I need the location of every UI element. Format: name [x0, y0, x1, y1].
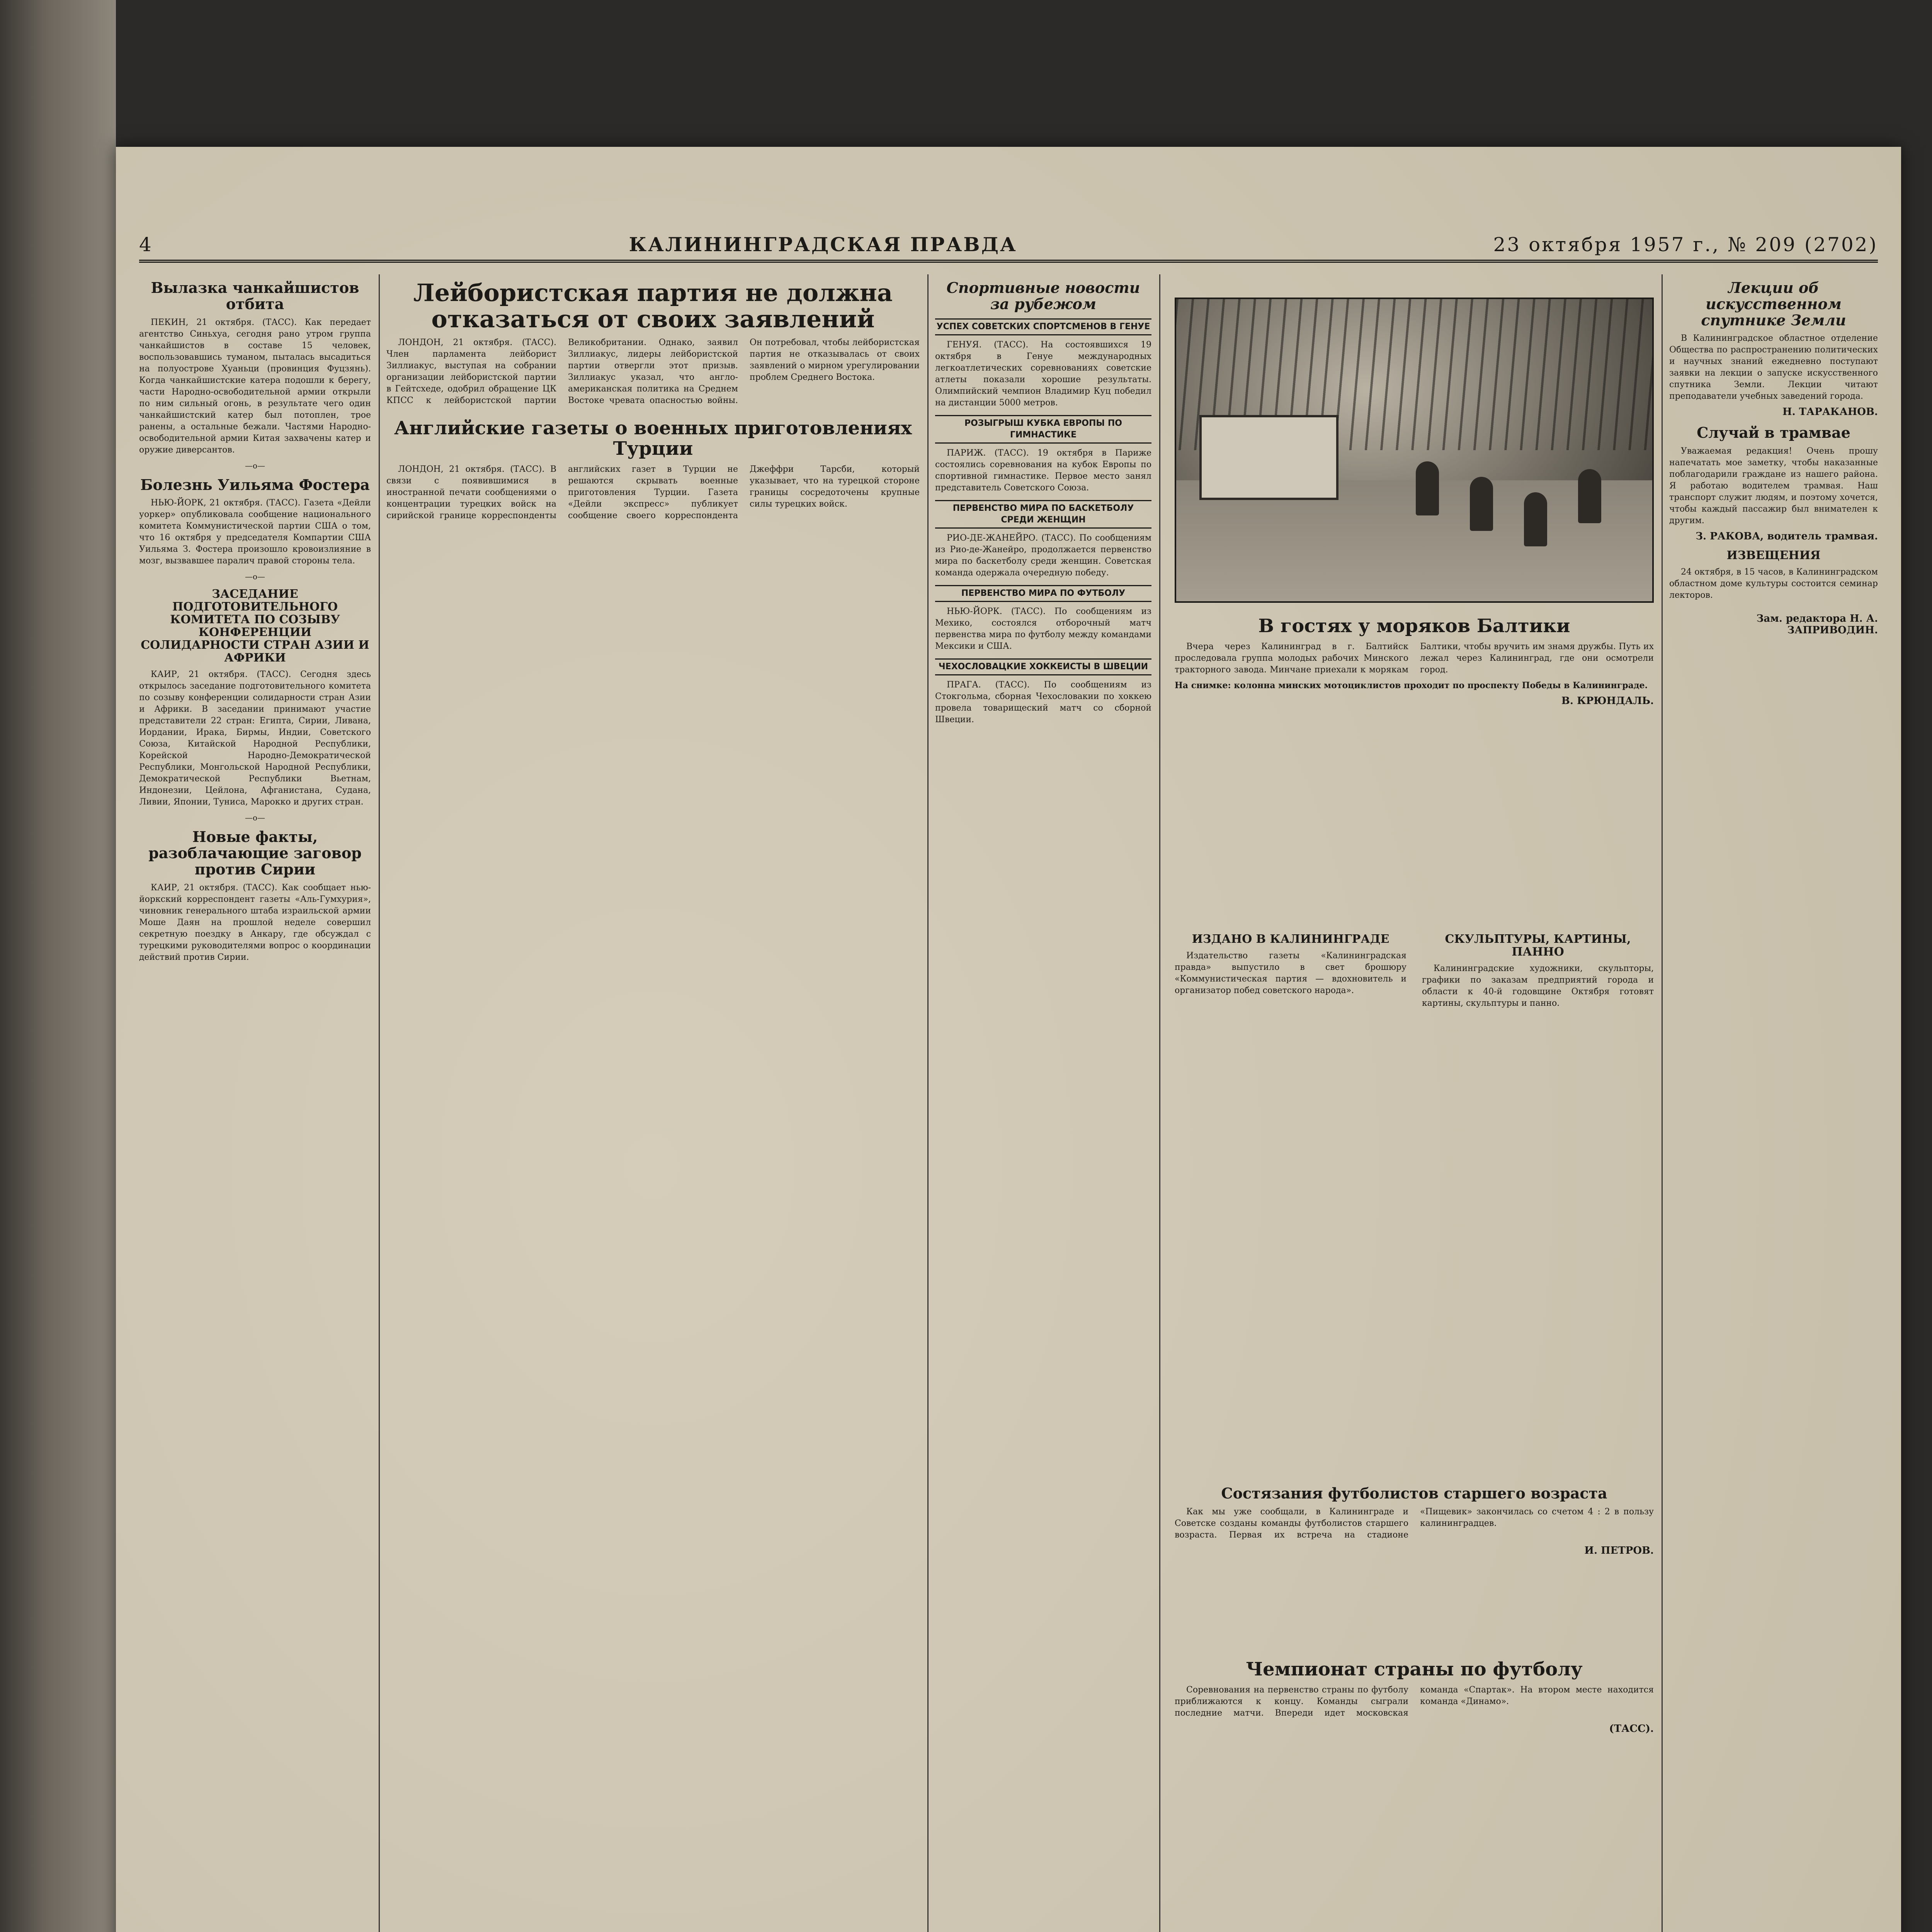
column-rule: [379, 274, 380, 1932]
newspaper-title: КАЛИНИНГРАДСКАЯ ПРАВДА: [629, 233, 1017, 256]
photo-bus: [1199, 415, 1338, 500]
photo-rider: [1416, 461, 1439, 515]
article-body: КАИР, 21 октября. (ТАСС). Как сообщает нью-йоркский корреспондент газеты «Аль-Гумхурия», чиновник генерального штаба израильской армии Моше Даян на прошлой неделе совершил секретную поездку в Анкару, где обсуждал с турецкими руководителями вопрос о координации действий против Сирии.: [139, 883, 371, 962]
headline: ИЗВЕЩЕНИЯ: [1726, 549, 1821, 563]
headline: Лейбористская партия не должна отказаться от своих заявлений: [413, 279, 893, 333]
article-body: Калининградские художники, скульпторы, графики по заказам предприятий города и области к 40-й годовщине Октября готовят картины, скульптуры и панно.: [1422, 964, 1654, 1008]
headline: СКУЛЬПТУРЫ, КАРТИНЫ, ПАННО: [1445, 932, 1631, 959]
column-rule: [1159, 274, 1160, 1932]
newspaper-page: [116, 147, 1901, 1932]
sub-headline: ПЕРВЕНСТВО МИРА ПО ФУТБОЛУ: [935, 585, 1151, 602]
article-body: Вчера через Калининград в г. Балтийск проследовала группа молодых рабочих Минского тракторного завода. Минчане приехали к морякам Балтики, чтобы вручить им знамя дружбы. Путь их лежал через Калининград, где они осмотрели город.: [1175, 641, 1654, 675]
article-body: ПАРИЖ. (ТАСС). 19 октября в Париже состоялись соревнования на кубок Европы по спортивной гимнастике. Первое место занял представитель Советского Союза.: [935, 448, 1151, 493]
article-body: РИО-ДЕ-ЖАНЕЙРО. (ТАСС). По сообщениям из Рио-де-Жанейро, продолжается первенство мира по баскетболу среди женщин. Советская команда одержала очередную победу.: [935, 533, 1151, 578]
sports-column: [935, 274, 1151, 1932]
headline: Болезнь Уильяма Фостера: [140, 476, 370, 493]
headline: Случай в трамвае: [1697, 424, 1850, 442]
article-body: В Калининградское областное отделение Общества по распространению политических и научных знаний ежедневно поступают заявки на лекции о запуске искусственного спутника Земли. Лекции читают преподаватели учебных заведений города.: [1669, 333, 1878, 401]
byline: И. ПЕТРОВ.: [1584, 1544, 1654, 1556]
article-body: ЛОНДОН, 21 октября. (ТАСС). В связи с появившимися в иностранной печати сообщениями о концентрации турецких войск на сирийской границе корреспонденты английских газет в Турции не решаются скрывать военные приготовления Турции. Газета «Дейли экспресс» публикует сообщение своего корреспондента Джеффри Тарсби, который указывает, что на турецкой стороне границы сосредоточены крупные силы турецких войск.: [386, 464, 920, 520]
column-2: [386, 274, 920, 1932]
football-championship: [1175, 1654, 1654, 1932]
photo-rider: [1524, 492, 1547, 546]
photo-article: [1175, 611, 1654, 920]
source: (ТАСС).: [1609, 1723, 1654, 1735]
sub-headline: УСПЕХ СОВЕТСКИХ СПОРТСМЕНОВ В ГЕНУЕ: [935, 318, 1151, 335]
photo-rider: [1578, 469, 1601, 523]
headline: В гостях у моряков Балтики: [1258, 615, 1570, 637]
article-body: НЬЮ-ЙОРК. (ТАСС). По сообщениям из Мехико, состоялся отборочный матч первенства мира по футболу между командами Мексики и США.: [935, 606, 1151, 651]
article-body: ЛОНДОН, 21 октября. (ТАСС). Член парламента лейборист Зиллиакус, выступая на собрании организации лейбористской партии в Гейтсхеде, одобрил обращение ЦК КПСС к лейбористской партии Великобритании. Однако, заявил Зиллиакус, лидеры лейбористской партии отвергли этот призыв. Зиллиакус указал, что англо-американская политика на Среднем Востоке чревата опасностью войны. Он потребовал, чтобы лейбористская партия не отказывалась от своих заявлений о мирном урегулировании проблем Среднего Востока.: [386, 338, 920, 406]
binding-spine: [0, 0, 116, 1932]
mid-left: [1175, 927, 1406, 1468]
column-rule: [1662, 274, 1663, 1932]
section-header: Спортивные новости за рубежом: [946, 279, 1140, 313]
separator: —o—: [245, 813, 265, 823]
issue-date: 23 октября 1957 г., № 209 (2702): [1493, 233, 1878, 256]
photo-rider: [1470, 477, 1493, 531]
byline: В. КРЮНДАЛЬ.: [1561, 695, 1654, 707]
headline: Лекции об искусственном спутнике Земли: [1701, 279, 1846, 329]
article-body: КАИР, 21 октября. (ТАСС). Сегодня здесь открылось заседание подготовительного комитета по созыву конференции солидарности стран Азии и Африки. В заседании принимают участие представители 22 стран: Египта, Сирии, Ливана, Иордании, Ирака, Бирмы, Индии, Советского Союза, Китайской Народной Республики, Корейской Народно-Демократической Республики, Монгольской Народной Республики, Демократической Республики Вьетнам, Индонезии, Цейлона, Афганистана, Судана, Ливии, Японии, Туниса, Марокко и других стран.: [139, 670, 371, 807]
column-1: [139, 274, 371, 1932]
headline: Состязания футболистов старшего возраста: [1221, 1485, 1607, 1502]
notices-body: 24 октября, в 15 часов, в Калининградском областном доме культуры состоится семинар лекторов.: [1669, 567, 1878, 600]
separator: —o—: [245, 572, 265, 582]
article-body: Издательство газеты «Калининградская правда» выпустило в свет брошюру «Коммунистическая партия — вдохновитель и организатор побед советского народа».: [1175, 951, 1406, 995]
byline: Н. ТАРАКАНОВ.: [1782, 406, 1878, 418]
headline: Английские газеты о военных приготовлениях Турции: [394, 417, 912, 460]
football-veterans: [1175, 1480, 1654, 1642]
headline: ИЗДАНО В КАЛИНИНГРАДЕ: [1192, 932, 1389, 946]
article-body: Как мы уже сообщали, в Калининграде и Советске созданы команды футболистов старшего возраста. Первая их встреча на стадионе «Пищевик» закончилась со счетом 4 : 2 в пользу калининградцев.: [1175, 1507, 1654, 1540]
article-body: ПЕКИН, 21 октября. (ТАСС). Как передает агентство Синьхуа, сегодня рано утром группа чанкайшистов в составе 15 человек, воспользовавшись туманом, пыталась высадиться на полуострове Хуаньци (провинция Фуцзянь). Когда чанкайшистские катера подошли к берегу, части Народно-освободительной армии открыли по ним сильный огонь, в результате чего один чанкайшистский катер был потоплен, трое ранены, а остальные бежали. Частями Народно-освободительной армии Китая захвачены катер и оружие диверсантов.: [139, 317, 371, 455]
article-body: НЬЮ-ЙОРК, 21 октября. (ТАСС). Газета «Дейли уоркер» опубликовала сообщение национального комитета Коммунистической партии США о том, что 16 октября у председателя Компартии США Уильяма З. Фостера произошло кровоизлияние в мозг, вызвавшее паралич правой стороны тела.: [139, 498, 371, 566]
column-rule: [927, 274, 929, 1932]
headline: Чемпионат страны по футболу: [1246, 1658, 1583, 1680]
mid-right: [1422, 927, 1654, 1468]
sub-headline: ПЕРВЕНСТВО МИРА ПО БАСКЕТБОЛУ СРЕДИ ЖЕНЩИН: [935, 500, 1151, 529]
article-body: Уважаемая редакция! Очень прошу напечатать мое заметку, чтобы наказанные поблагодарили граждане из нашего района. Я работаю водителем трамвая. Наш транспорт служит людям, и поэтому хочется, чтобы каждый пассажир был внимателен к другим.: [1669, 446, 1878, 526]
article-body: ПРАГА. (ТАСС). По сообщениям из Стокгольма, сборная Чехословакии по хоккею провела товарищеский матч со сборной Швеции.: [935, 680, 1151, 724]
headline: Вылазка чанкайшистов отбита: [151, 279, 359, 313]
headline: Новые факты, разоблачающие заговор против Сирии: [148, 828, 362, 878]
column-5: [1669, 274, 1878, 1932]
article-body: Соревнования на первенство страны по футболу приближаются к концу. Команды сыграли последние матчи. Впереди идет московская команда «Спартак». На втором месте находится команда «Динамо».: [1175, 1685, 1654, 1718]
headline: ЗАСЕДАНИЕ ПОДГОТОВИТЕЛЬНОГО КОМИТЕТА ПО СОЗЫВУ КОНФЕРЕНЦИИ СОЛИДАРНОСТИ СТРАН АЗИИ И АФРИКИ: [141, 587, 369, 665]
separator: —o—: [245, 461, 265, 470]
page-header: [139, 228, 1878, 263]
editor-signature: Зам. редактора Н. А. ЗАПРИВОДИН.: [1756, 613, 1878, 636]
news-photo: [1175, 298, 1654, 603]
photo-caption: На снимке: колонна минских мотоциклистов проходит по проспекту Победы в Калининграде.: [1175, 680, 1648, 690]
article-body: ГЕНУЯ. (ТАСС). На состоявшихся 19 октября в Генуе международных легкоатлетических соревнованиях советские атлеты показали хорошие результаты. Олимпийский чемпион Владимир Куц победил на дистанции 5000 метров.: [935, 340, 1151, 408]
sub-headline: РОЗЫГРЫШ КУБКА ЕВРОПЫ ПО ГИМНАСТИКЕ: [935, 415, 1151, 444]
byline: З. РАКОВА, водитель трамвая.: [1696, 531, 1878, 543]
sub-headline: ЧЕХОСЛОВАЦКИЕ ХОККЕИСТЫ В ШВЕЦИИ: [935, 658, 1151, 675]
page-number: 4: [139, 233, 153, 256]
